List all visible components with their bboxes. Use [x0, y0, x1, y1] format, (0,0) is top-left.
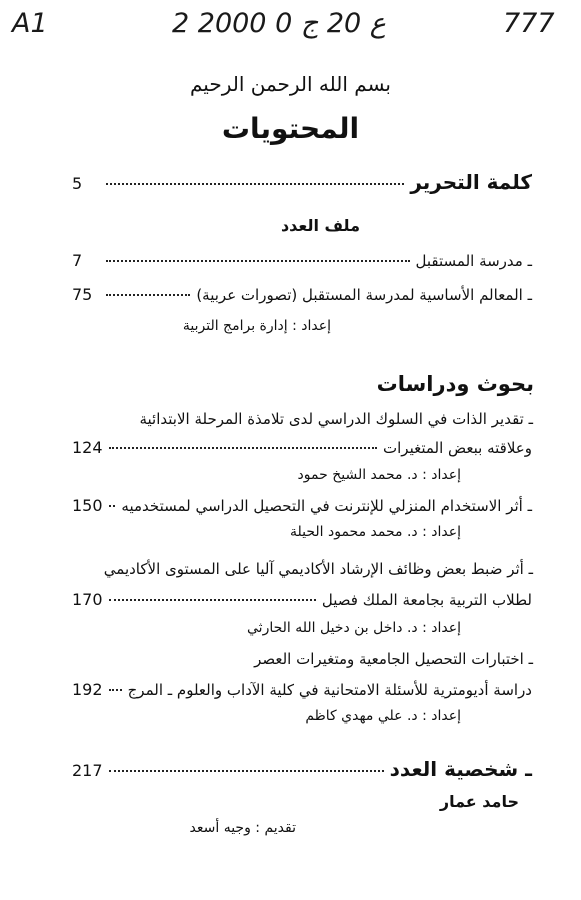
toc-label: ـ شخصية العدد [389, 757, 532, 781]
leader-dots [106, 260, 410, 262]
toc-title-line: ـ تقدير الذات في السلوك الدراسي لدى تلامذة المرحلة الابتدائية [139, 410, 533, 428]
toc-row-editorial[interactable] [72, 170, 532, 200]
author-credit: إعداد : د. محمد محمود الحيلة [289, 524, 461, 540]
presenter-credit: تقديم : وجيه أسعد [189, 820, 296, 836]
toc-label: ـ أثر الاستخدام المنزلي للإنترنت في التحصيل الدراسي لمستخدميه [121, 497, 532, 515]
handwritten-number: 777 [503, 8, 555, 39]
featured-person-name: حامد عمار [439, 792, 519, 811]
handwritten-date: 2 ع 20 ج 0 2000 [172, 8, 386, 39]
toc-label: لطلاب التربية بجامعة الملك فصيل [321, 591, 532, 609]
leader-dots [106, 294, 190, 296]
page-number: 7 [72, 251, 83, 270]
page-number: 5 [72, 174, 83, 193]
toc-label: وعلاقته ببعض المتغيرات [383, 439, 532, 457]
toc-row-achievement-tests[interactable] [72, 680, 532, 710]
toc-row-self-esteem[interactable] [72, 438, 532, 468]
toc-label: ـ المعالم الأساسية لمدرسة المستقبل (تصورات عربية) [196, 286, 532, 304]
leader-dots [109, 689, 122, 691]
section-heading-issue-file: ملف العدد [280, 216, 360, 235]
page-number: 170 [72, 590, 103, 609]
toc-row-academic-guidance[interactable] [72, 590, 532, 620]
page-number: 192 [72, 680, 103, 699]
author-credit: إعداد : د. داخل بن دخيل الله الحارثي [247, 620, 461, 636]
toc-row-internet-use[interactable] [72, 496, 532, 526]
leader-dots [106, 183, 404, 185]
leader-dots [109, 505, 116, 507]
toc-label: كلمة التحرير [410, 170, 532, 194]
leader-dots [109, 599, 316, 601]
toc-row-future-school[interactable] [72, 251, 532, 281]
leader-dots [109, 770, 384, 772]
page-title: المحتويات [221, 112, 360, 145]
toc-title-line: ـ أثر ضبط بعض وظائف الإرشاد الأكاديمي آليا على المستوى الأكاديمي [103, 560, 533, 578]
toc-row-future-school-landmarks[interactable] [72, 285, 532, 315]
toc-title-line: ـ اختبارات التحصيل الجامعية ومتغيرات العصر [254, 650, 533, 668]
page-number: 75 [72, 285, 93, 304]
page-number: 150 [72, 496, 103, 515]
toc-label: ـ مدرسة المستقبل [415, 252, 532, 270]
toc-label: دراسة أديومترية للأسئلة الامتحانية في كلية الآداب والعلوم ـ المرج [127, 681, 532, 699]
handwritten-code: A1 [12, 8, 48, 39]
leader-dots [109, 447, 377, 449]
author-credit: إعداد : إدارة برامج التربية [182, 318, 331, 334]
basmala: بسم الله الرحمن الرحيم [189, 72, 391, 96]
toc-row-personality[interactable] [72, 757, 532, 787]
section-heading-studies: بحوث ودراسات [376, 372, 534, 396]
author-credit: إعداد : د. محمد الشيخ حمود [297, 467, 461, 483]
page-number: 124 [72, 438, 103, 457]
page-number: 217 [72, 761, 103, 780]
author-credit: إعداد : د. علي مهدي كاظم [305, 708, 461, 724]
